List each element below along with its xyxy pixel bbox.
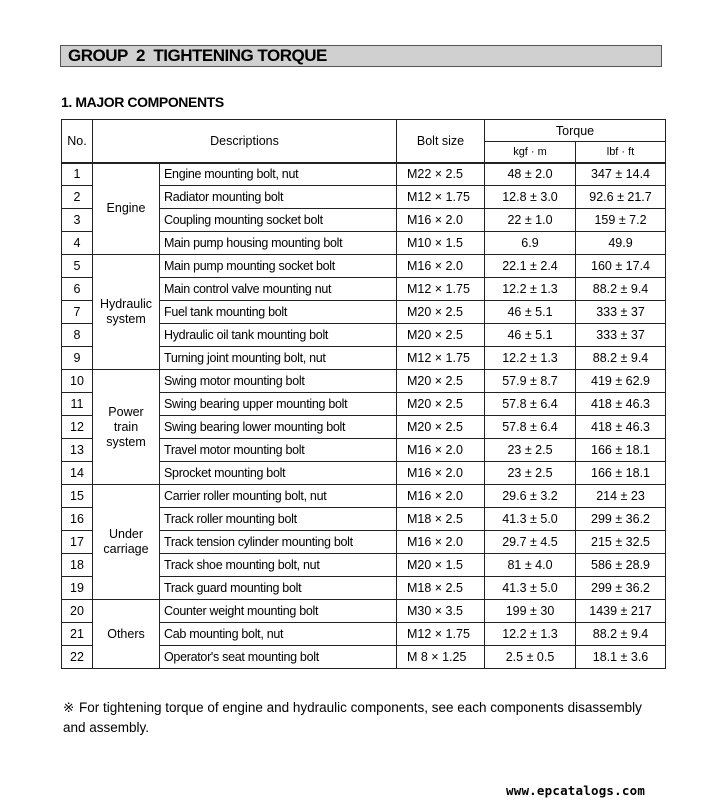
description-cell: Hydraulic oil tank mounting bolt [160,324,397,347]
bolt-size-cell: M16 × 2.0 [397,531,485,554]
kgf-value-cell: 12.2 ± 1.3 [485,347,576,370]
bolt-size-cell: M20 × 1.5 [397,554,485,577]
bolt-size-cell: M18 × 2.5 [397,508,485,531]
bolt-size-cell: M30 × 3.5 [397,600,485,623]
lbf-value-cell: 88.2 ± 9.4 [576,623,666,646]
kgf-value-cell: 22.1 ± 2.4 [485,255,576,278]
row-number: 21 [62,623,93,646]
row-number: 8 [62,324,93,347]
lbf-value-cell: 299 ± 36.2 [576,508,666,531]
kgf-value-cell: 12.2 ± 1.3 [485,278,576,301]
row-number: 15 [62,485,93,508]
description-cell: Swing motor mounting bolt [160,370,397,393]
torque-table [61,119,666,669]
lbf-value-cell: 88.2 ± 9.4 [576,278,666,301]
lbf-value-cell: 18.1 ± 3.6 [576,646,666,669]
row-number: 14 [62,462,93,485]
lbf-value-cell: 418 ± 46.3 [576,393,666,416]
description-cell: Turning joint mounting bolt, nut [160,347,397,370]
torque-table-body [62,163,666,669]
lbf-value-cell: 166 ± 18.1 [576,439,666,462]
bolt-size-cell: M20 × 2.5 [397,370,485,393]
description-cell: Main pump mounting socket bolt [160,255,397,278]
description-cell: Sprocket mounting bolt [160,462,397,485]
kgf-value-cell: 23 ± 2.5 [485,462,576,485]
description-cell: Swing bearing upper mounting bolt [160,393,397,416]
kgf-value-cell: 199 ± 30 [485,600,576,623]
kgf-value-cell: 12.8 ± 3.0 [485,186,576,209]
component-group: Hydraulic system [93,255,160,370]
column-header-no: No. [62,120,93,163]
component-group: Under carriage [93,485,160,600]
description-cell: Swing bearing lower mounting bolt [160,416,397,439]
kgf-value-cell: 57.8 ± 6.4 [485,393,576,416]
lbf-value-cell: 49.9 [576,232,666,255]
lbf-value-cell: 586 ± 28.9 [576,554,666,577]
row-number: 10 [62,370,93,393]
bolt-size-cell: M18 × 2.5 [397,577,485,600]
description-cell: Track tension cylinder mounting bolt [160,531,397,554]
kgf-value-cell: 12.2 ± 1.3 [485,623,576,646]
kgf-value-cell: 23 ± 2.5 [485,439,576,462]
bolt-size-cell: M20 × 2.5 [397,301,485,324]
bolt-size-cell: M10 × 1.5 [397,232,485,255]
description-cell: Carrier roller mounting bolt, nut [160,485,397,508]
kgf-value-cell: 29.7 ± 4.5 [485,531,576,554]
bolt-size-cell: M12 × 1.75 [397,623,485,646]
description-cell: Engine mounting bolt, nut [160,163,397,186]
kgf-value-cell: 57.9 ± 8.7 [485,370,576,393]
bolt-size-cell: M16 × 2.0 [397,485,485,508]
description-cell: Track roller mounting bolt [160,508,397,531]
row-number: 4 [62,232,93,255]
component-group: Power train system [93,370,160,485]
description-cell: Cab mounting bolt, nut [160,623,397,646]
description-cell: Travel motor mounting bolt [160,439,397,462]
row-number: 19 [62,577,93,600]
kgf-value-cell: 41.3 ± 5.0 [485,577,576,600]
lbf-value-cell: 215 ± 32.5 [576,531,666,554]
description-cell: Main pump housing mounting bolt [160,232,397,255]
row-number: 5 [62,255,93,278]
lbf-value-cell: 419 ± 62.9 [576,370,666,393]
bolt-size-cell: M12 × 1.75 [397,347,485,370]
lbf-value-cell: 333 ± 37 [576,301,666,324]
kgf-value-cell: 41.3 ± 5.0 [485,508,576,531]
footnote-text: For tightening torque of engine and hydraulic components, see each components disassembly and assembly. [63,700,642,735]
description-cell: Fuel tank mounting bolt [160,301,397,324]
lbf-value-cell: 1439 ± 217 [576,600,666,623]
description-cell: Radiator mounting bolt [160,186,397,209]
bolt-size-cell: M16 × 2.0 [397,462,485,485]
lbf-value-cell: 333 ± 37 [576,324,666,347]
row-number: 3 [62,209,93,232]
row-number: 1 [62,163,93,186]
kgf-value-cell: 46 ± 5.1 [485,324,576,347]
bolt-size-cell: M 8 × 1.25 [397,646,485,669]
description-cell: Coupling mounting socket bolt [160,209,397,232]
bolt-size-cell: M20 × 2.5 [397,393,485,416]
description-cell: Counter weight mounting bolt [160,600,397,623]
lbf-value-cell: 92.6 ± 21.7 [576,186,666,209]
bolt-size-cell: M20 × 2.5 [397,416,485,439]
lbf-value-cell: 214 ± 23 [576,485,666,508]
bolt-size-cell: M22 × 2.5 [397,163,485,186]
row-number: 6 [62,278,93,301]
table-row [62,600,666,623]
row-number: 22 [62,646,93,669]
table-row [62,255,666,278]
component-group: Others [93,600,160,669]
lbf-value-cell: 299 ± 36.2 [576,577,666,600]
row-number: 12 [62,416,93,439]
reference-mark-icon: ※ [63,700,75,715]
footnote [63,698,663,738]
lbf-value-cell: 418 ± 46.3 [576,416,666,439]
kgf-value-cell: 6.9 [485,232,576,255]
table-row [62,485,666,508]
description-cell: Operator's seat mounting bolt [160,646,397,669]
kgf-value-cell: 46 ± 5.1 [485,301,576,324]
row-number: 18 [62,554,93,577]
lbf-value-cell: 347 ± 14.4 [576,163,666,186]
bolt-size-cell: M16 × 2.0 [397,439,485,462]
lbf-value-cell: 166 ± 18.1 [576,462,666,485]
row-number: 17 [62,531,93,554]
component-group: Engine [93,163,160,255]
column-header-kgf: kgf · m [485,142,576,163]
kgf-value-cell: 22 ± 1.0 [485,209,576,232]
kgf-value-cell: 2.5 ± 0.5 [485,646,576,669]
bolt-size-cell: M12 × 1.75 [397,186,485,209]
section-title: 1. MAJOR COMPONENTS [61,94,224,110]
bolt-size-cell: M20 × 2.5 [397,324,485,347]
column-header-descriptions: Descriptions [93,120,397,163]
watermark: www.epcatalogs.com [506,783,646,798]
row-number: 9 [62,347,93,370]
table-row [62,163,666,186]
description-cell: Track guard mounting bolt [160,577,397,600]
group-title: GROUP 2 TIGHTENING TORQUE [68,46,327,65]
description-cell: Main control valve mounting nut [160,278,397,301]
bolt-size-cell: M16 × 2.0 [397,255,485,278]
row-number: 7 [62,301,93,324]
kgf-value-cell: 81 ± 4.0 [485,554,576,577]
row-number: 2 [62,186,93,209]
description-cell: Track shoe mounting bolt, nut [160,554,397,577]
kgf-value-cell: 48 ± 2.0 [485,163,576,186]
column-header-lbf: lbf · ft [576,142,666,163]
lbf-value-cell: 160 ± 17.4 [576,255,666,278]
row-number: 13 [62,439,93,462]
bolt-size-cell: M16 × 2.0 [397,209,485,232]
table-row [62,370,666,393]
column-header-torque: Torque [485,120,666,142]
kgf-value-cell: 29.6 ± 3.2 [485,485,576,508]
column-header-bolt-size: Bolt size [397,120,485,163]
row-number: 20 [62,600,93,623]
row-number: 11 [62,393,93,416]
row-number: 16 [62,508,93,531]
group-header [60,45,662,67]
bolt-size-cell: M12 × 1.75 [397,278,485,301]
lbf-value-cell: 159 ± 7.2 [576,209,666,232]
kgf-value-cell: 57.8 ± 6.4 [485,416,576,439]
lbf-value-cell: 88.2 ± 9.4 [576,347,666,370]
